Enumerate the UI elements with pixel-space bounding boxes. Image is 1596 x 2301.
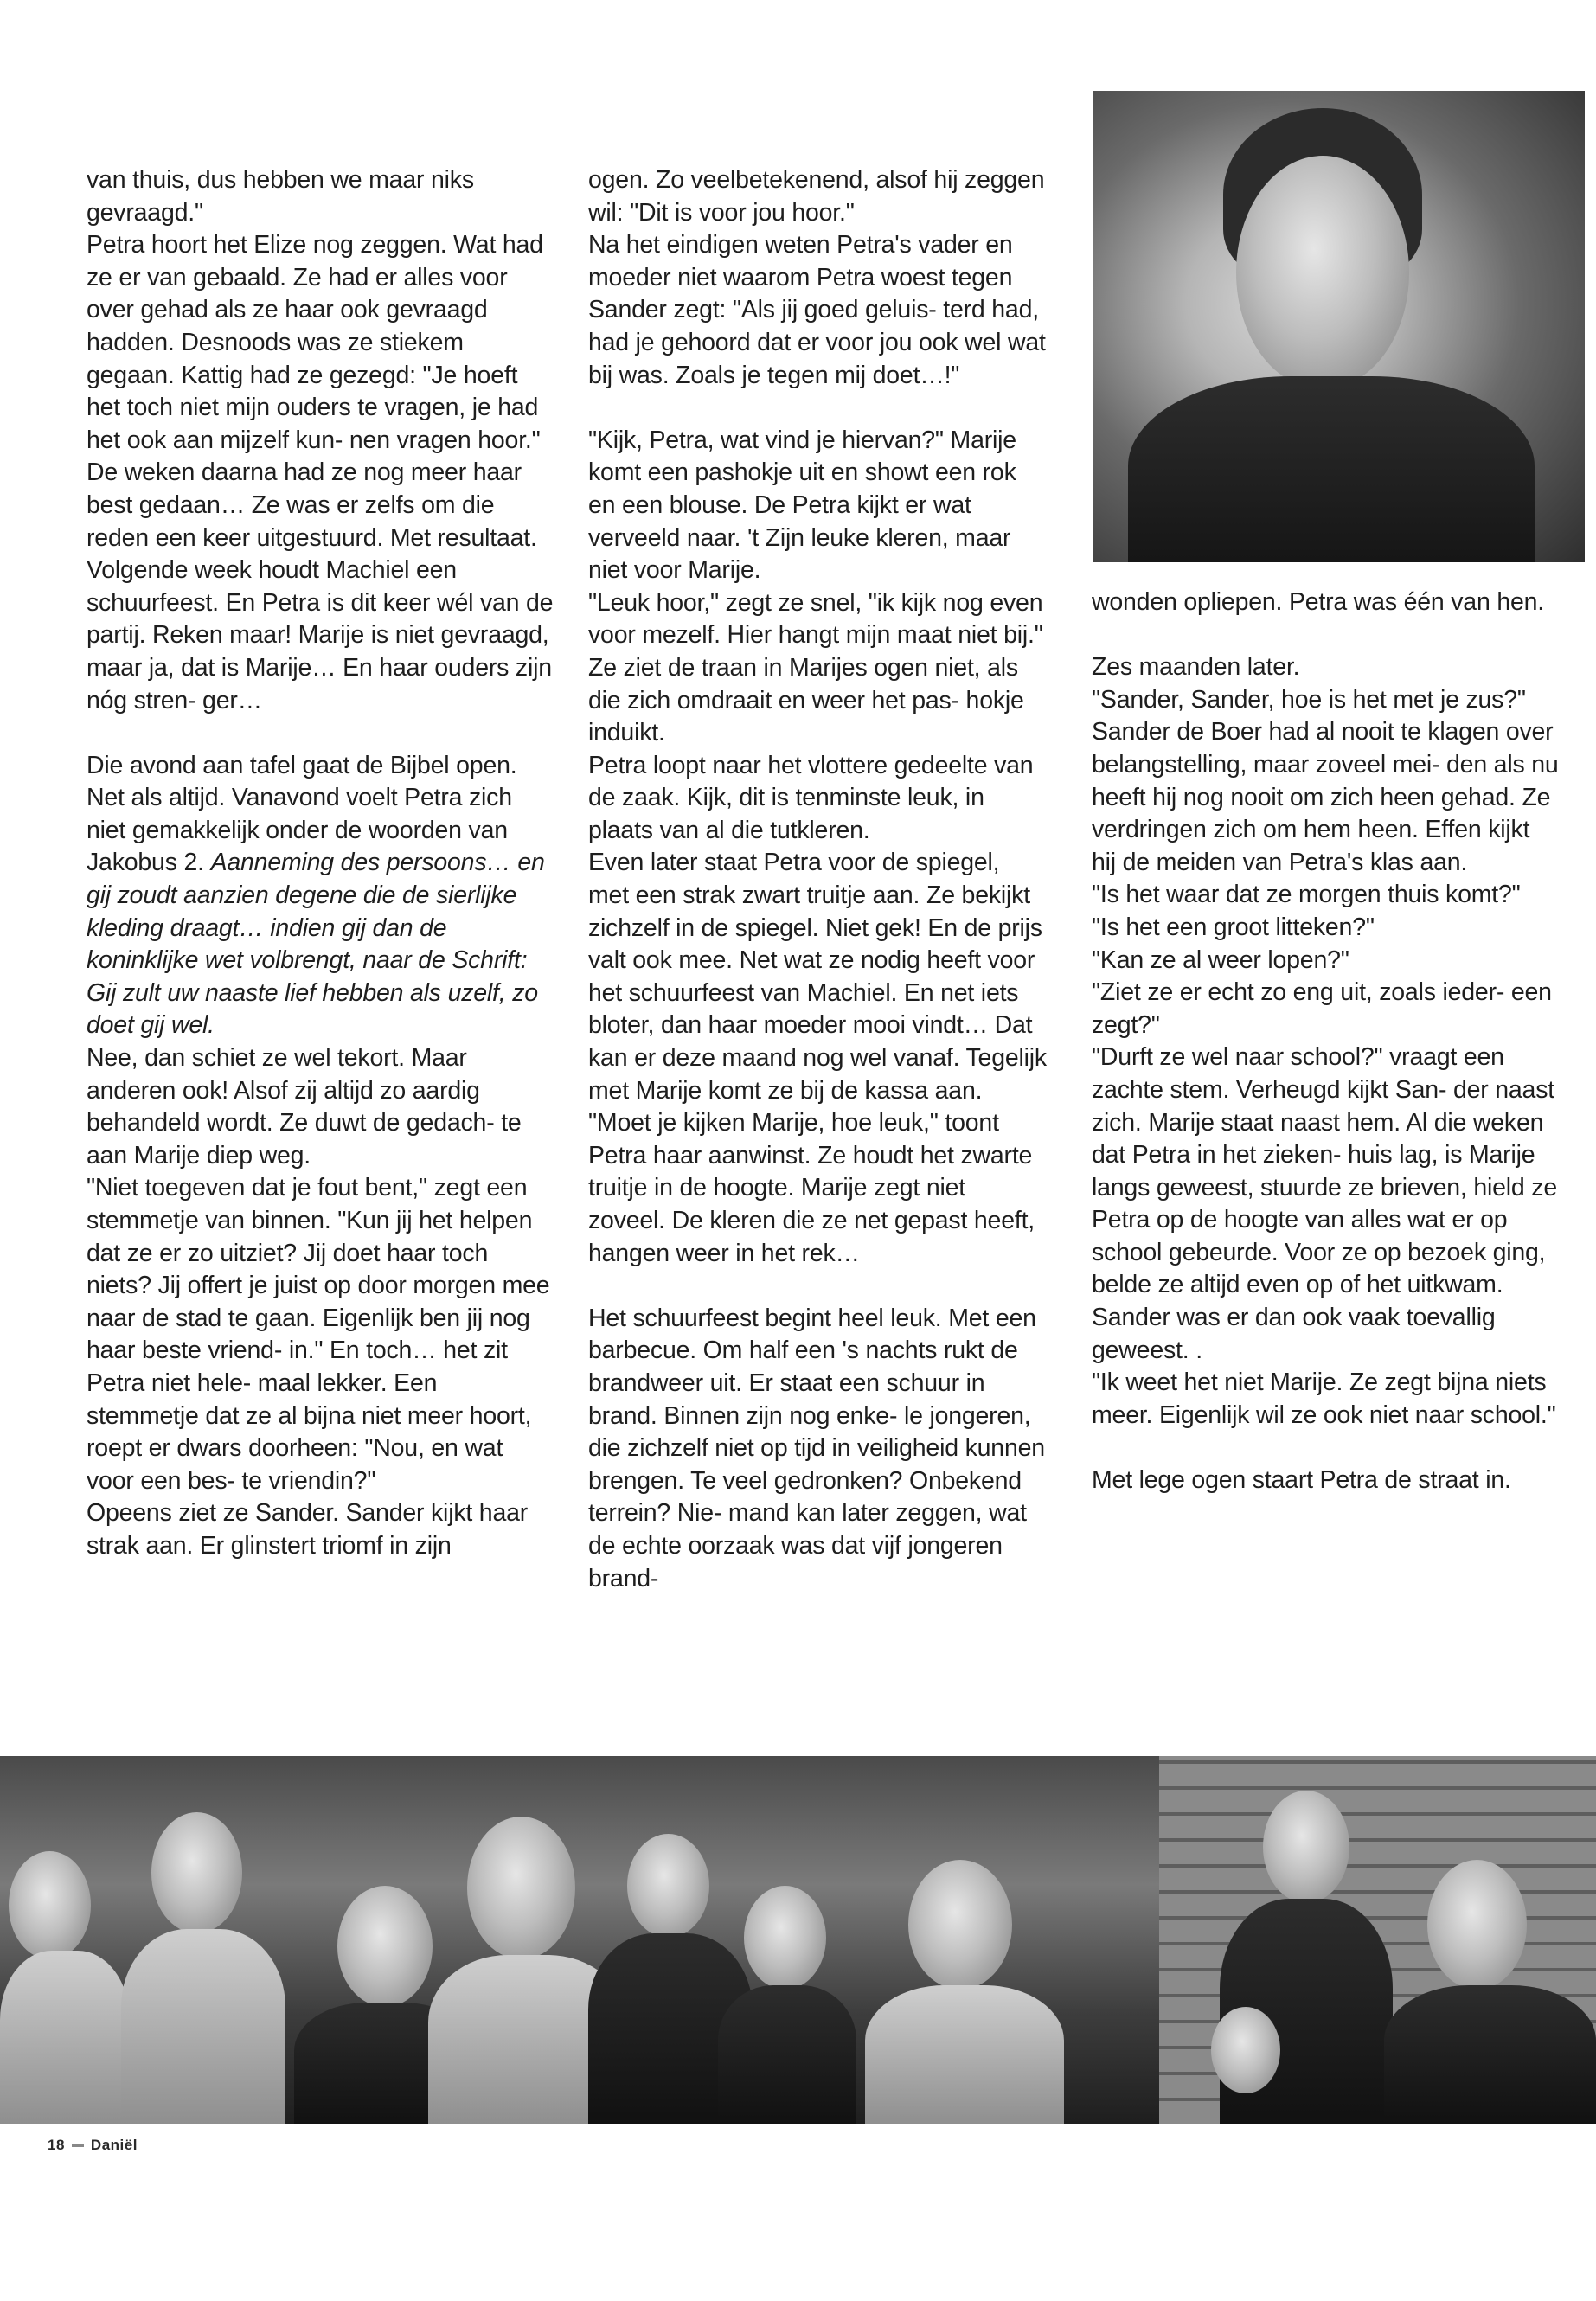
person-face bbox=[1211, 2007, 1280, 2093]
paragraph: "Ziet ze er echt zo eng uit, zoals ieder- een zegt?" bbox=[1092, 978, 1552, 1039]
group-photo bbox=[0, 1756, 1596, 2124]
person-face bbox=[1427, 1860, 1527, 1990]
face-shape bbox=[1236, 156, 1409, 389]
person-face bbox=[467, 1817, 575, 1959]
paragraph: Het schuurfeest begint heel leuk. Met een barbecue. Om half een 's nachts rukt de brandweer uit. Er staat een schuur in brand. Binnen zijn nog enke- le jongeren, die zichzelf niet op tijd in veiligheid kunnen brengen. Te veel gedronken? Onbekend terrein? Nie- mand kan later zeggen, wat de echte oorzaak was dat vijf jongeren brand- bbox=[588, 1304, 1045, 1593]
paragraph: Even later staat Petra voor de spiegel, met een strak zwart truitje aan. Ze bekijkt zichzelf in de spiegel. Niet gek! En de prijs valt ook mee. Net wat ze nodig heeft voor het schuurfeest van Machiel. En net iets bloter, dan haar moeder mooi vindt… Dat kan er deze maand nog wel vanaf. Tegelijk met Marije komt ze bij de kassa aan. bbox=[588, 849, 1047, 1105]
paragraph: "Is het waar dat ze morgen thuis komt?" bbox=[1092, 881, 1521, 909]
text-column-1 bbox=[87, 164, 554, 1563]
paragraph: Petra loopt naar het vlottere gedeelte van de zaak. Kijk, dit is tenminste leuk, in plaats van al die tutkleren. bbox=[588, 751, 1034, 844]
page-footer bbox=[48, 2137, 138, 2154]
paragraph: Petra hoort het Elize nog zeggen. Wat had ze er van gebaald. Ze had er alles voor over gehad als ze haar ook gevraagd hadden. Desnoods was ze stiekem gegaan. Kattig had ze gezegd: "Je hoeft het toch niet mijn ouders te vragen, je had het ook aan mijzelf kun- nen vragen hoor." bbox=[87, 231, 543, 454]
text-column-2 bbox=[588, 164, 1047, 1595]
paragraph: "Is het een groot litteken?" bbox=[1092, 913, 1375, 941]
paragraph: ogen. Zo veelbetekenend, alsof hij zeggen wil: "Dit is voor jou hoor." bbox=[588, 166, 1045, 227]
paragraph: De weken daarna had ze nog meer haar best gedaan… Ze was er zelfs om die reden een keer uitgestuurd. Met resultaat. Volgende week houdt Machiel een schuurfeest. En Petra is dit keer wél van de partij. Reken maar! Marije is niet gevraagd, maar ja, dat is Marije… En haar ouders zijn nóg stren- ger… bbox=[87, 458, 554, 715]
paragraph: "Durft ze wel naar school?" vraagt een zachte stem. Verheugd kijkt San- der naast zich. Marije staat naast hem. Al die weken dat Petra in het zieken- huis lag, is Marije langs geweest, stuurde ze brieven, hield ze Petra op de hoogte van alles wat er op school gebeurde. Voor ze op bezoek ging, belde ze altijd even op of het uitkwam. Sander was er dan ook vaak toevallig geweest. . bbox=[1092, 1043, 1557, 1364]
paragraph: "Niet toegeven dat je fout bent," zegt een stemmetje van binnen. "Kun jij het helpen dat ze er zo uitziet? Jij doet haar toch niets? Jij offert je juist op door morgen mee naar de stad te gaan. Eigenlijk ben jij nog haar beste vriend- in." En toch… het zit Petra niet hele- maal lekker. Een stemmetje dat ze al bijna niet meer hoort, roept er dwars doorheen: "Nou, en wat voor een bes- te vriendin?" bbox=[87, 1174, 550, 1495]
paragraph: "Ik weet het niet Marije. Ze zegt bijna niets meer. Eigenlijk wil ze ook niet naar school." bbox=[1092, 1368, 1556, 1429]
paragraph: Ze ziet de traan in Marijes ogen niet, als die zich omdraait en weer het pas- hokje induikt. bbox=[588, 653, 1024, 747]
separator bbox=[72, 2144, 84, 2147]
person-body bbox=[718, 1985, 856, 2124]
person-face bbox=[744, 1886, 826, 1990]
person-body bbox=[121, 1929, 285, 2124]
jacket-shape bbox=[1128, 376, 1535, 562]
text-column-3 bbox=[1092, 586, 1559, 1497]
paragraph: "Kan ze al weer lopen?" bbox=[1092, 945, 1349, 974]
paragraph: Na het eindigen weten Petra's vader en moeder niet waarom Petra woest tegen Sander zegt: "Als jij goed geluis- terd had, had je gehoord dat er voor jou ook wel wat bij was. Zoals je tegen mij doet…!" bbox=[588, 231, 1046, 389]
person-body bbox=[0, 1951, 130, 2124]
paragraph-bible-reading bbox=[87, 750, 554, 1042]
paragraph-lead: Die avond aan tafel gaat de Bijbel open. Net als altijd. Vanavond voelt Petra zich niet gemakkelijk onder de woorden van Jakobus 2. bbox=[87, 751, 517, 877]
paragraph: Zes maanden later. bbox=[1092, 653, 1300, 682]
person-face bbox=[151, 1812, 242, 1933]
paragraph: Met lege ogen staart Petra de straat in. bbox=[1092, 1466, 1511, 1495]
person-face bbox=[627, 1834, 709, 1938]
paragraph: van thuis, dus hebben we maar niks gevraagd." bbox=[87, 166, 474, 227]
paragraph: wonden opliepen. Petra was één van hen. bbox=[1092, 588, 1544, 616]
person-face bbox=[908, 1860, 1012, 1990]
page-number: 18 bbox=[48, 2137, 65, 2153]
paragraph: Nee, dan schiet ze wel tekort. Maar anderen ook! Alsof zij altijd zo aardig behandeld wordt. Ze duwt de gedach- te aan Marije diep weg. bbox=[87, 1044, 522, 1170]
paragraph: Opeens ziet ze Sander. Sander kijkt haar strak aan. Er glinstert triomf in zijn bbox=[87, 1499, 529, 1560]
paragraph: "Kijk, Petra, wat vind je hiervan?" Marije komt een pashokje uit en showt een rok en een blouse. De Petra kijkt er wat verveeld naar. 't Zijn leuke kleren, maar niet voor Marije. bbox=[588, 426, 1016, 585]
portrait-photo bbox=[1093, 91, 1585, 562]
magazine-name: Daniël bbox=[90, 2137, 138, 2153]
paragraph: Sander de Boer had al nooit te klagen over belangstelling, maar zoveel mei- den als nu heeft hij nog nooit om zich heen gehad. Ze verdringen zich om hem heen. Effen kijkt hij de meiden van Petra's klas aan. bbox=[1092, 718, 1559, 876]
bible-quote: Aanneming des persoons… en gij zoudt aanzien degene die de sierlijke kleding draagt… indien gij dan de koninklijke wet volbrengt, naar de Schrift: Gij zult uw naaste lief hebben als uzelf, zo doet gij wel. bbox=[87, 849, 545, 1040]
paragraph: "Leuk hoor," zegt ze snel, "ik kijk nog even voor mezelf. Hier hangt mijn maat niet bij." bbox=[588, 588, 1043, 650]
person-body bbox=[1384, 1985, 1596, 2124]
person-face bbox=[337, 1886, 433, 2007]
person-face bbox=[9, 1851, 91, 1959]
person-body bbox=[865, 1985, 1064, 2124]
person-face bbox=[1263, 1791, 1349, 1903]
paragraph: "Moet je kijken Marije, hoe leuk," toont Petra haar aanwinst. Ze houdt het zwarte truitje in de hoogte. Marije zegt niet zoveel. De kleren die ze net gepast heeft, hangen weer in het rek… bbox=[588, 1109, 1035, 1267]
paragraph: "Sander, Sander, hoe is het met je zus?" bbox=[1092, 685, 1526, 714]
